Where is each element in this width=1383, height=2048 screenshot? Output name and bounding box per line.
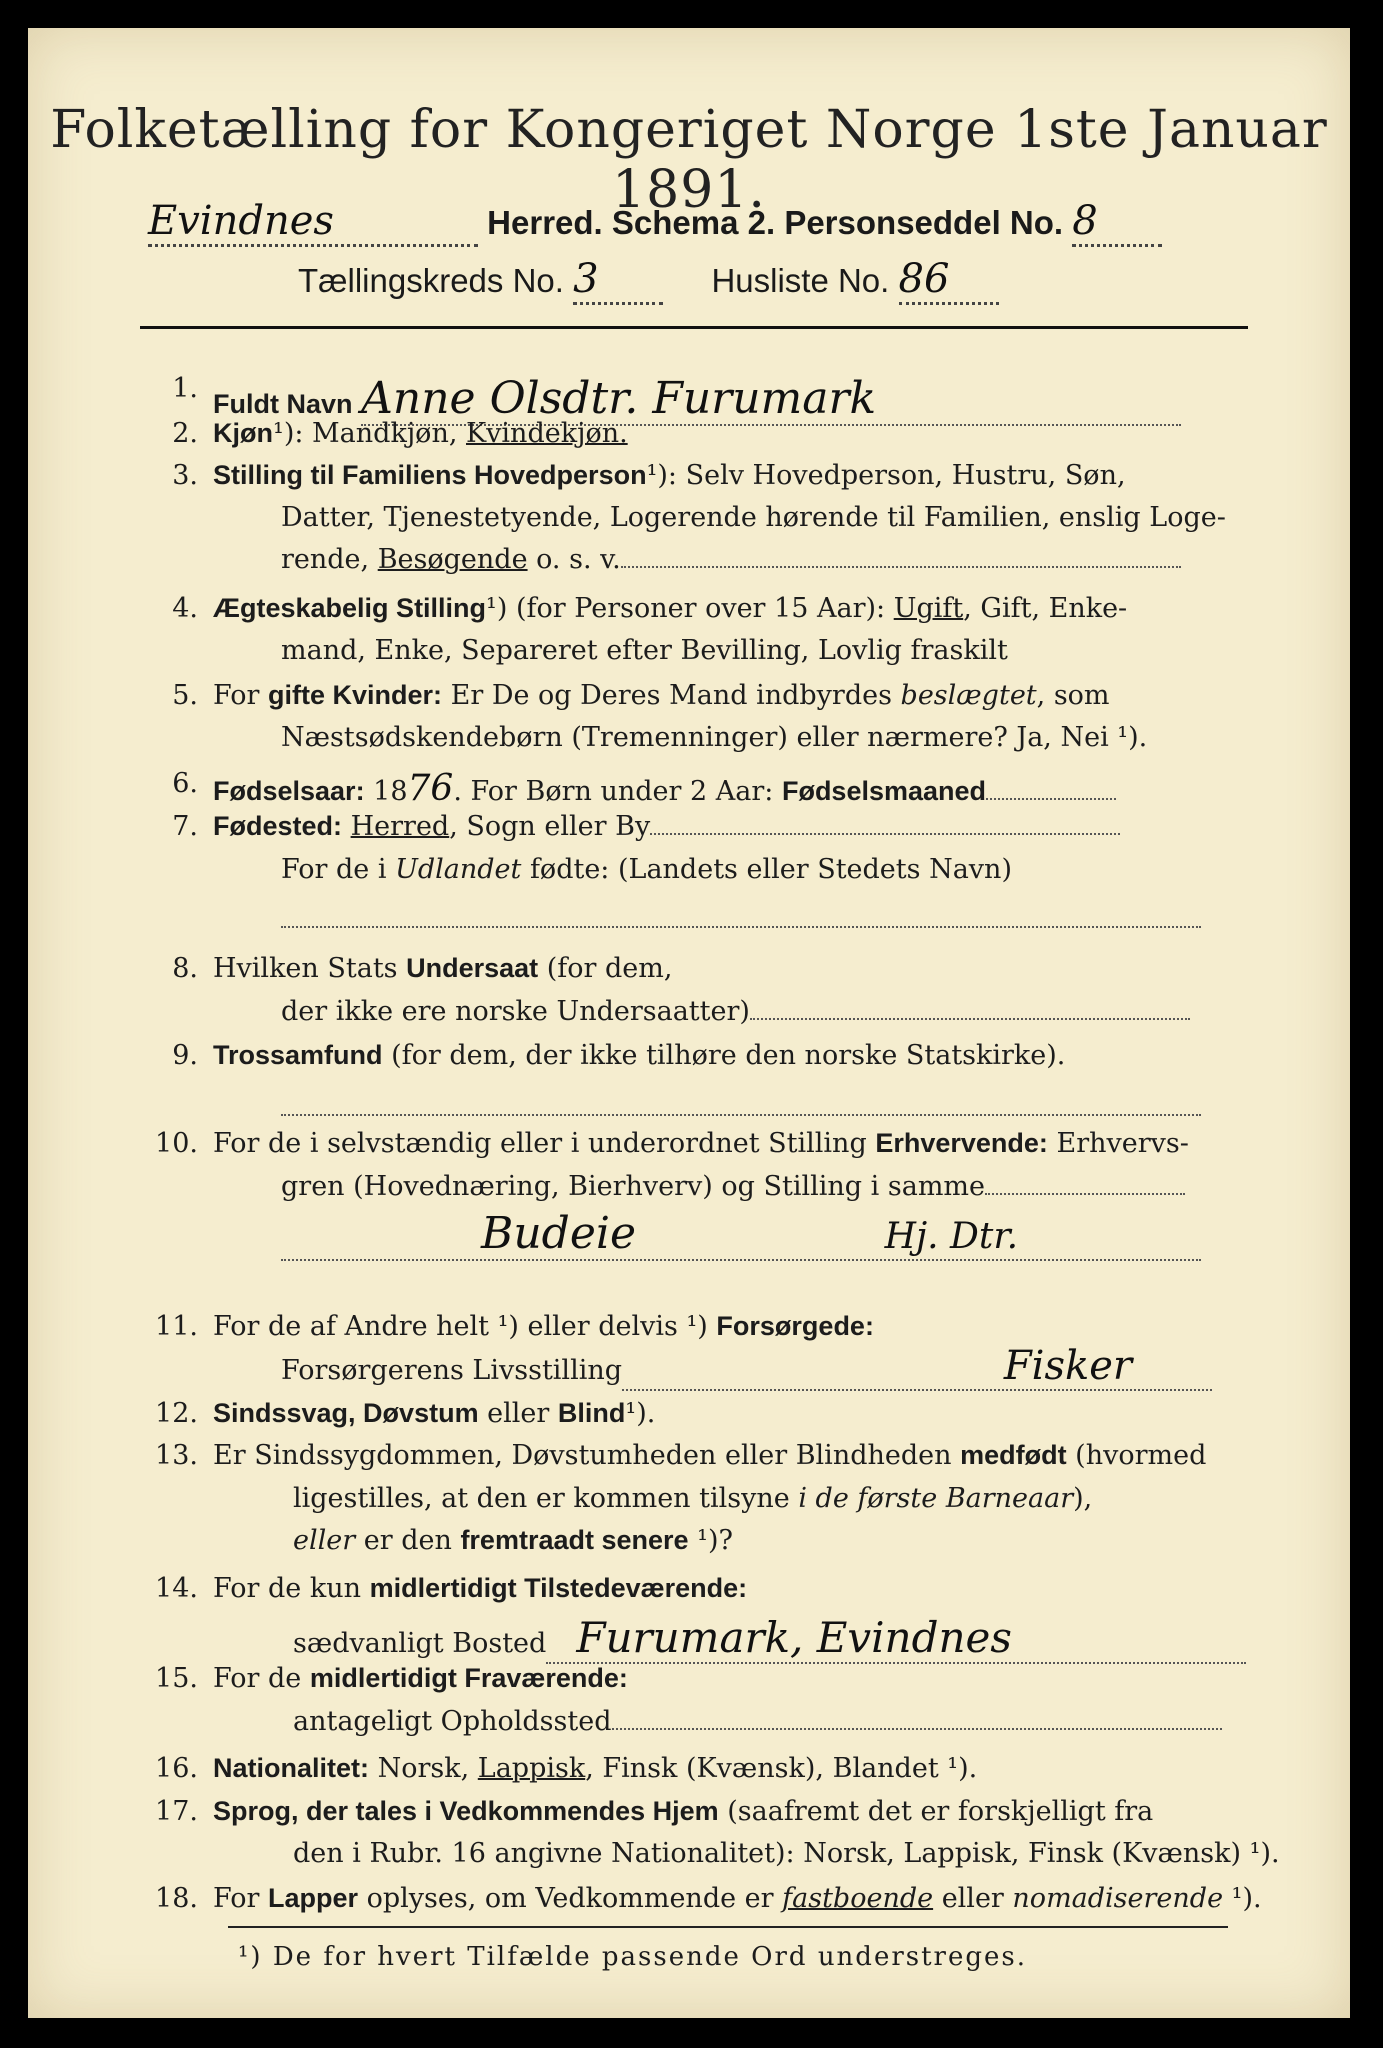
item-14-line2 [293,1613,1246,1664]
item-label: Fuldt Navn [213,389,353,419]
italic-word: beslægtet [900,680,1037,711]
herred-line [148,198,1162,247]
item-text: Er De og Deres Mand indbyrdes [442,680,901,711]
italic-word: fastboende [782,1883,934,1914]
item-text: Hvilken Stats [213,953,407,984]
item-label: Fødested: [213,811,343,841]
item-11-line2 [281,1343,1212,1391]
kreds-no: 3 [573,256,663,305]
item-text: ligestilles, at den er kommen tilsyne [293,1483,799,1514]
item-text: ¹) (for Personer over 15 Aar): [486,593,894,624]
item-text: , Finsk (Kvænsk), Blandet ¹). [585,1753,978,1784]
item-text: Er Sindssygdommen, Døvstumheden eller Blindheden [213,1440,961,1471]
item-7 [213,811,1120,842]
item-text: Erhvervs- [1047,1128,1189,1159]
item-2 [213,418,628,449]
item-number: 4. [172,593,198,624]
item-text: sædvanligt Bosted [293,1628,547,1659]
position-value: Hj. Dtr. [884,1216,1019,1257]
herred-handwritten: Evindnes [148,198,478,247]
item-number: 6. [172,768,198,799]
item-number: 5. [172,680,198,711]
item-label: Undersaat [406,953,539,983]
item-number: 2. [172,418,198,449]
item-label: gifte Kvinder: [268,680,443,710]
item-text: er den [355,1525,461,1556]
item-3-line2: Datter, Tjenestetyende, Logerende hørende til Familien, enslig Loge- [281,502,1226,533]
item-number: 3. [172,460,198,491]
item-number: 14. [155,1573,198,1604]
birth-year-value: 76 [407,768,454,809]
item-text: (hvormed [1066,1440,1207,1471]
item-text: ¹). [625,1398,656,1429]
item-17-line2: den i Rubr. 16 angivne Nationalitet): Norsk, Lappisk, Finsk (Kvænsk) ¹). [293,1838,1280,1869]
italic-word: i de første Barneaar [798,1483,1074,1514]
item-text: 18 [364,776,408,807]
item-text: ¹): Selv Hovedperson, Hustru, Søn, [646,460,1126,491]
item-16 [213,1753,977,1784]
item-label: fremtraadt senere [460,1525,689,1555]
item-4 [213,593,1127,624]
underlined-option: Kvindekjøn. [466,418,628,449]
item-number: 7. [172,811,198,842]
occupation-line [281,1208,1201,1261]
item-number: 1. [172,373,198,404]
item-label: Sprog, der tales i Vedkommendes Hjem [213,1796,719,1826]
italic-word: eller [293,1525,356,1556]
item-text: , Sogn eller By [449,811,651,842]
item-8-line2 [281,996,1190,1027]
item-number: 12. [155,1398,198,1429]
item-label: Nationalitet: [213,1753,370,1783]
item-text: , som [1036,680,1110,711]
item-12 [213,1398,655,1429]
husliste-label: Husliste No. [711,262,890,299]
footnote: ¹) De for hvert Tilfælde passende Ord understreges. [238,1942,1028,1972]
item-text: ¹). [1223,1883,1262,1914]
item-label: Lapper [268,1883,359,1913]
item-label: Stilling til Familiens Hovedperson [213,460,647,490]
item-label: Trossamfund [213,1040,383,1070]
usual-residence-value: Furumark, Evindnes [576,1613,1012,1662]
full-name-value: Anne Olsdtr. Furumark [361,373,1181,426]
census-form [28,28,1350,2018]
item-number: 15. [155,1663,198,1694]
item-text: (for dem, der ikke tilhøre den norske Statskirke). [382,1040,1066,1071]
underlined-option: Lappisk [477,1753,586,1784]
item-label: medfødt [960,1440,1067,1470]
kreds-line [298,256,999,305]
item-13 [213,1440,1206,1471]
item-label: Blind [557,1398,626,1428]
item-label: Ægteskabelig Stilling [213,593,487,623]
item-number: 11. [155,1311,198,1342]
item-text: For [213,680,269,711]
item-14 [213,1573,747,1604]
item-text: For de af Andre helt ¹) eller delvis ¹) [213,1311,717,1342]
italic-word: Udlandet [395,854,522,885]
item-label: Kjøn [213,418,273,448]
item-9 [213,1040,1065,1071]
item-text: o. s. v. [527,544,621,575]
item-text: , Gift, Enke- [963,593,1128,624]
occupation-value: Budeie [481,1208,636,1259]
item-label: Fødselsaar: [213,776,365,806]
item-number: 13. [155,1440,198,1471]
item-text: ¹)? [688,1525,733,1556]
item-text: Norsk, [369,1753,478,1784]
item-label: Forsørgede: [716,1311,874,1341]
item-text: fødte: (Landets eller Stedets Navn) [521,854,1012,885]
item-number: 9. [172,1040,198,1071]
personseddel-no: 8 [1072,198,1162,247]
item-11 [213,1311,874,1342]
item-text: ), [1073,1483,1093,1514]
item-label: midlertidigt Tilstedeværende: [369,1573,748,1603]
item-text: rende, [281,544,378,575]
item-18 [213,1883,1262,1914]
underlined-option: Besøgende [377,544,528,575]
item-6 [213,768,1116,809]
item-label: Sindssvag, Døvstum [213,1398,479,1428]
item-text: eller [933,1883,1013,1914]
item-number: 17. [155,1796,198,1827]
item-text: (for dem, [538,953,673,984]
item-text: antageligt Opholdssted [293,1706,612,1737]
item-label: midlertidigt Fraværende: [309,1663,628,1693]
item-text: oplyses, om Vedkommende er [358,1883,783,1914]
item-text: gren (Hovednæring, Bierhverv) og Stilling i samme [281,1171,986,1202]
herred-schema-label: Herred. Schema 2. Personseddel No. [487,204,1064,241]
husliste-no: 86 [899,256,999,305]
item-text: eller [478,1398,558,1429]
italic-word: nomadiserende [1012,1883,1224,1914]
item-number: 8. [172,953,198,984]
blank-line [281,1086,1201,1116]
item-label: Fødselsmaaned [781,776,987,806]
kreds-label: Tællingskreds No. [298,262,564,299]
item-text: For de [213,1663,310,1694]
footnote-rule [228,1926,1228,1928]
item-5 [213,680,1110,711]
form-title: Folketælling for Kongeriget Norge 1ste Januar 1891. [50,100,1328,220]
item-4-line2: mand, Enke, Separeret efter Bevilling, Lovlig fraskilt [281,635,1008,666]
item-text: (saafremt det er forskjelligt fra [718,1796,1154,1827]
item-3-line3 [281,544,1181,575]
item-label: Erhvervende: [875,1128,1048,1158]
provider-value: Fisker [1003,1343,1133,1389]
item-5-line2: Næstsødskendebørn (Tremenninger) eller nærmere? Ja, Nei ¹). [281,722,1148,753]
item-number: 16. [155,1753,198,1784]
underlined-option: Ugift [893,593,964,624]
item-15 [213,1663,628,1694]
item-number: 10. [155,1128,198,1159]
item-number: 18. [155,1883,198,1914]
item-text: For [213,1883,269,1914]
item-text: For de i selvstændig eller i underordnet Stilling [213,1128,876,1159]
item-text: der ikke ere norske Undersaatter) [281,996,750,1027]
blank-line [281,898,1201,928]
item-10-line2 [281,1171,1185,1202]
item-7-line2 [281,854,1012,885]
item-text: Forsørgerens Livsstilling [281,1355,623,1386]
item-10 [213,1128,1189,1159]
item-text: For de kun [213,1573,370,1604]
header-rule [140,326,1248,329]
item-13-line3 [293,1525,733,1556]
item-17 [213,1796,1153,1827]
item-text: ¹): Mandkjøn, [273,418,466,449]
item-text: . For Børn under 2 Aar: [453,776,782,807]
item-3 [213,460,1126,491]
item-15-line2 [293,1706,1222,1737]
item-13-line2 [293,1483,1092,1514]
item-text: For de i [281,854,396,885]
item-8 [213,953,672,984]
underlined-option: Herred [350,811,450,842]
